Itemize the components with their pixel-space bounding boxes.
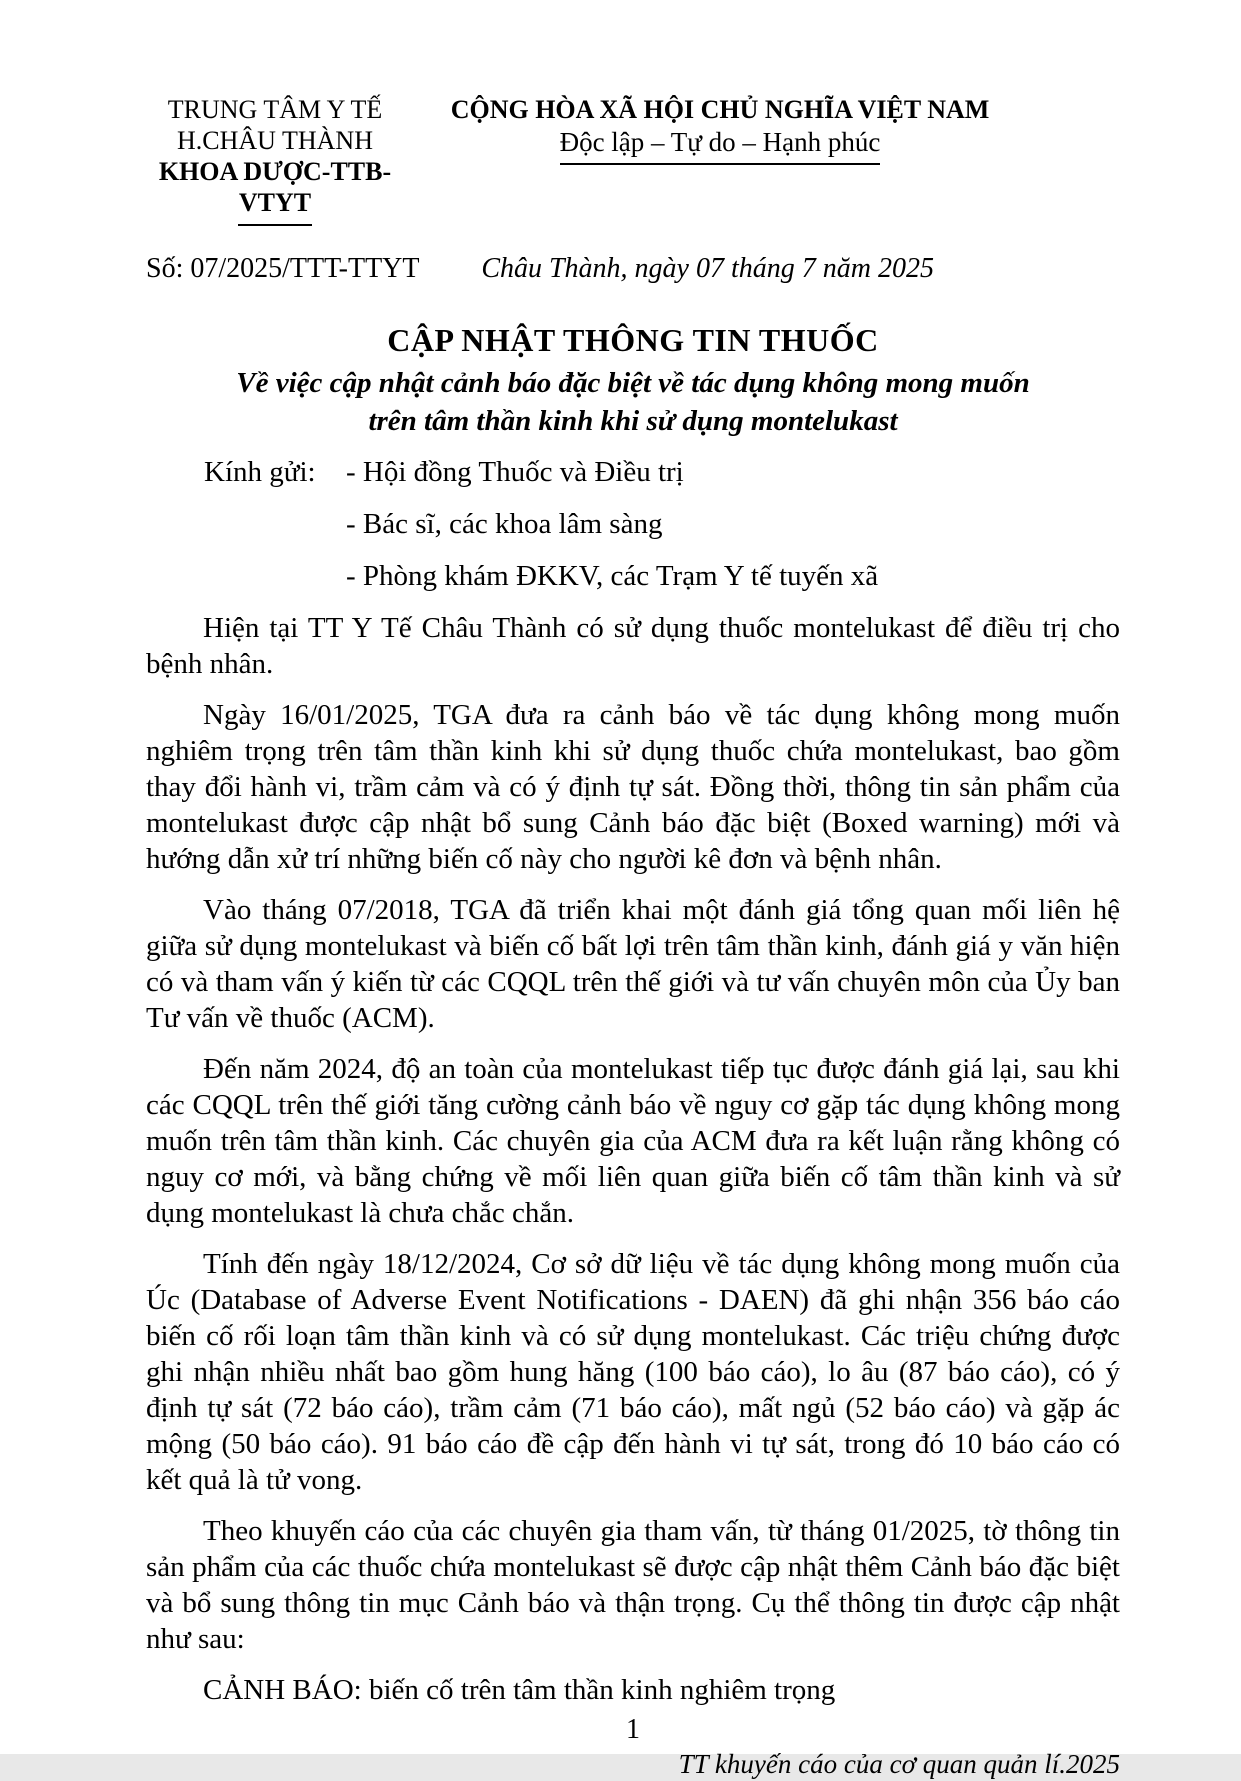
footer-note: TT khuyến cáo của cơ quan quản lí.2025 — [678, 1749, 1120, 1779]
recipient-item: - Bác sĩ, các khoa lâm sàng — [346, 508, 663, 540]
place-date: Châu Thành, ngày 07 tháng 7 năm 2025 — [481, 253, 934, 284]
org-department: KHOA DƯỢC-TTB-VTYT — [158, 157, 392, 217]
org-name-line1: TRUNG TÂM Y TẾ — [167, 95, 383, 124]
document-subtitle-line1: Về việc cập nhật cảnh báo đặc biệt về tác dụng không mong muốn — [236, 367, 1030, 399]
document-header — [146, 94, 1120, 226]
doc-number: Số: 07/2025/TTT-TTYT — [146, 253, 420, 284]
doc-number-row — [146, 252, 1120, 286]
national-header-block — [404, 94, 1036, 165]
warning-heading: CẢNH BÁO: biến cố trên tâm thần kinh nghiêm trọng — [203, 1674, 836, 1706]
national-title: CỘNG HÒA XÃ HỘI CHỦ NGHĨA VIỆT NAM — [450, 95, 990, 124]
body-paragraph: Theo khuyến cáo của các chuyên gia tham vấn, từ tháng 01/2025, tờ thông tin sản phẩm của các thuốc chứa montelukast sẽ được cập nhật thêm Cảnh báo đặc biệt và bổ sung thông tin mục Cảnh báo và thận trọng. Cụ thể thông tin được cập nhật như sau: — [146, 1515, 1120, 1655]
recipient-item: - Phòng khám ĐKKV, các Trạm Y tế tuyến xã — [346, 560, 879, 592]
org-name-line2: H.CHÂU THÀNH — [177, 126, 373, 155]
national-motto — [404, 126, 1036, 165]
national-motto-text: Độc lập – Tự do – Hạnh phúc — [560, 126, 881, 165]
recipients-row — [204, 454, 1120, 490]
document-subtitle-line2: trên tâm thần kinh khi sử dụng montelukast — [368, 405, 898, 437]
page-number: 1 — [626, 1714, 640, 1745]
recipients-section — [204, 454, 1120, 594]
document-title: CẬP NHẬT THÔNG TIN THUỐC — [387, 322, 879, 358]
body-paragraph: Đến năm 2024, độ an toàn của montelukast tiếp tục được đánh giá lại, sau khi các CQQL trên thế giới tăng cường cảnh báo về nguy cơ gặp tác dụng không mong muốn trên tâm thần kinh. Các chuyên gia của ACM đưa ra kết luận rằng không có nguy cơ mới, và bằng chứng về mối liên quan giữa biến cố tâm thần kinh và sử dụng montelukast là chưa chắc chắn. — [146, 1053, 1120, 1229]
body-paragraph: Tính đến ngày 18/12/2024, Cơ sở dữ liệu về tác dụng không mong muốn của Úc (Database of Adverse Event Notifications - DAEN) đã ghi nhận 356 báo cáo biến cố rối loạn tâm thần kinh và có sử dụng montelukast. Các triệu chứng được ghi nhận nhiều nhất bao gồm hung hăng (100 báo cáo), lo âu (87 báo cáo), có ý định tự sát (72 báo cáo), trầm cảm (71 báo cáo), mất ngủ (52 báo cáo) và gặp ác mộng (50 báo cáo). 91 báo cáo đề cập đến hành vi tự sát, trong đó 10 báo cáo có kết quả là tử vong. — [146, 1248, 1120, 1496]
body-paragraph: Hiện tại TT Y Tế Châu Thành có sử dụng thuốc montelukast để điều trị cho bệnh nhân. — [146, 612, 1120, 680]
org-divider-line — [238, 224, 312, 226]
body-paragraph: Ngày 16/01/2025, TGA đưa ra cảnh báo về tác dụng không mong muốn nghiêm trọng trên tâm thần kinh khi sử dụng thuốc chứa montelukast, bao gồm thay đổi hành vi, trầm cảm và có ý định tự sát. Đồng thời, thông tin sản phẩm của montelukast được cập nhật bổ sung Cảnh báo đặc biệt (Boxed warning) mới và hướng dẫn xử trí những biến cố này cho người kê đơn và bệnh nhân. — [146, 699, 1120, 875]
recipient-item: - Hội đồng Thuốc và Điều trị — [346, 456, 684, 488]
recipients-label: Kính gửi: — [204, 456, 316, 488]
body-paragraph: Vào tháng 07/2018, TGA đã triển khai một đánh giá tổng quan mối liên hệ giữa sử dụng montelukast và biến cố bất lợi trên tâm thần kinh, đánh giá y văn hiện có và tham vấn ý kiến từ các CQQL trên thế giới và tư vấn chuyên môn của Ủy ban Tư vấn về thuốc (ACM). — [146, 894, 1120, 1034]
issuing-org-block — [146, 94, 404, 226]
